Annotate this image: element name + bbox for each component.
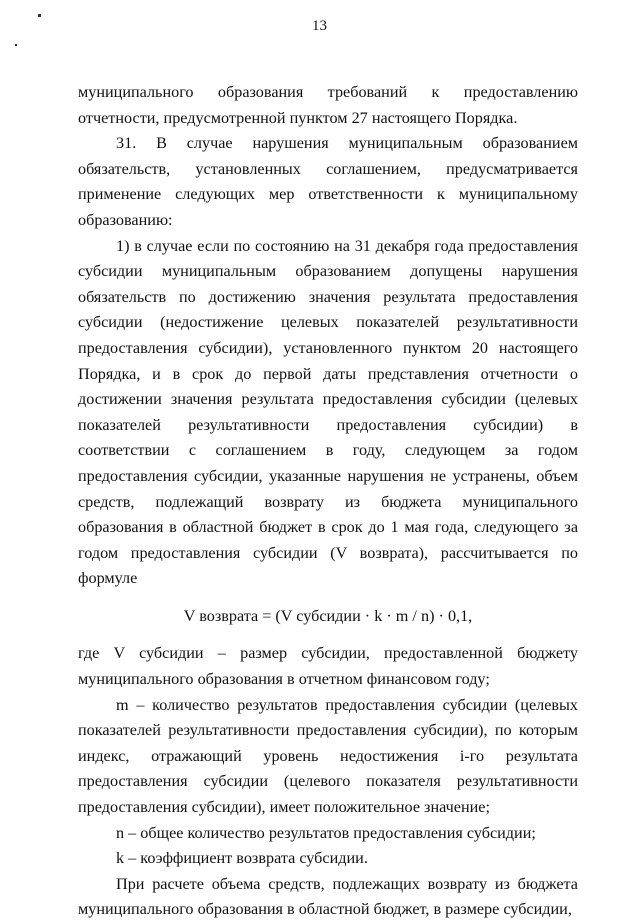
definition-k: k – коэффициент возврата субсидии. <box>116 849 368 868</box>
formula: V возврата = (V субсидии · k · m / n) · 0,1, <box>183 606 473 625</box>
document-body <box>78 80 578 923</box>
paragraph-item-1: 1) в случае если по состоянию на 31 декабря года предоставления субсидии муниципальным образованием допущены нарушения обязательств по достижению значения результата предоставления субсидии (недостижение целевых показателей результативности предоставления субсидии), установленного пунктом 20 настоящего Порядка, и в срок до первой даты представления отчетности о достижении значения результата предоставления субсидии (целевых показателей результативности предоставления субсидии) в соответствии с соглашением в году, следующем за годом предоставления субсидии, указанные нарушения не устранены, объем средств, подлежащий возврату из бюджета муниципального образования в областной бюджет в срок до 1 мая года, следующего за годом предоставления субсидии (V возврата), рассчитывается по формуле <box>78 236 578 588</box>
definition-v-subsidy: где V субсидии – размер субсидии, предоставленной бюджету муниципального образования в отчетном финансовом году; <box>78 644 578 689</box>
scan-artifact-mark <box>38 14 41 17</box>
paragraph-31: 31. В случае нарушения муниципальным образованием обязательств, установленных соглашением, предусматривается применение следующих мер ответственности к муниципальному образованию: <box>78 134 578 229</box>
definition-n: n – общее количество результатов предоставления субсидии; <box>116 823 536 842</box>
paragraph-calculation: При расчете объема средств, подлежащих возврату из бюджета муниципального образования в областной бюджет, в размере субсидии, <box>78 874 578 919</box>
definition-m: m – количество результатов предоставления субсидии (целевых показателей результативности предоставления субсидии), по которым индекс, отражающий уровень недостижения i-го результата предоставления субсидии (целевого показателя результативности предоставления субсидии), имеет положительное значение; <box>78 695 578 817</box>
page-number: 13 <box>312 18 327 34</box>
paragraph-continuation: муниципального образования требований к предоставлению отчетности, предусмотренной пунктом 27 настоящего Порядка. <box>78 83 578 127</box>
scan-artifact-mark <box>15 44 17 46</box>
